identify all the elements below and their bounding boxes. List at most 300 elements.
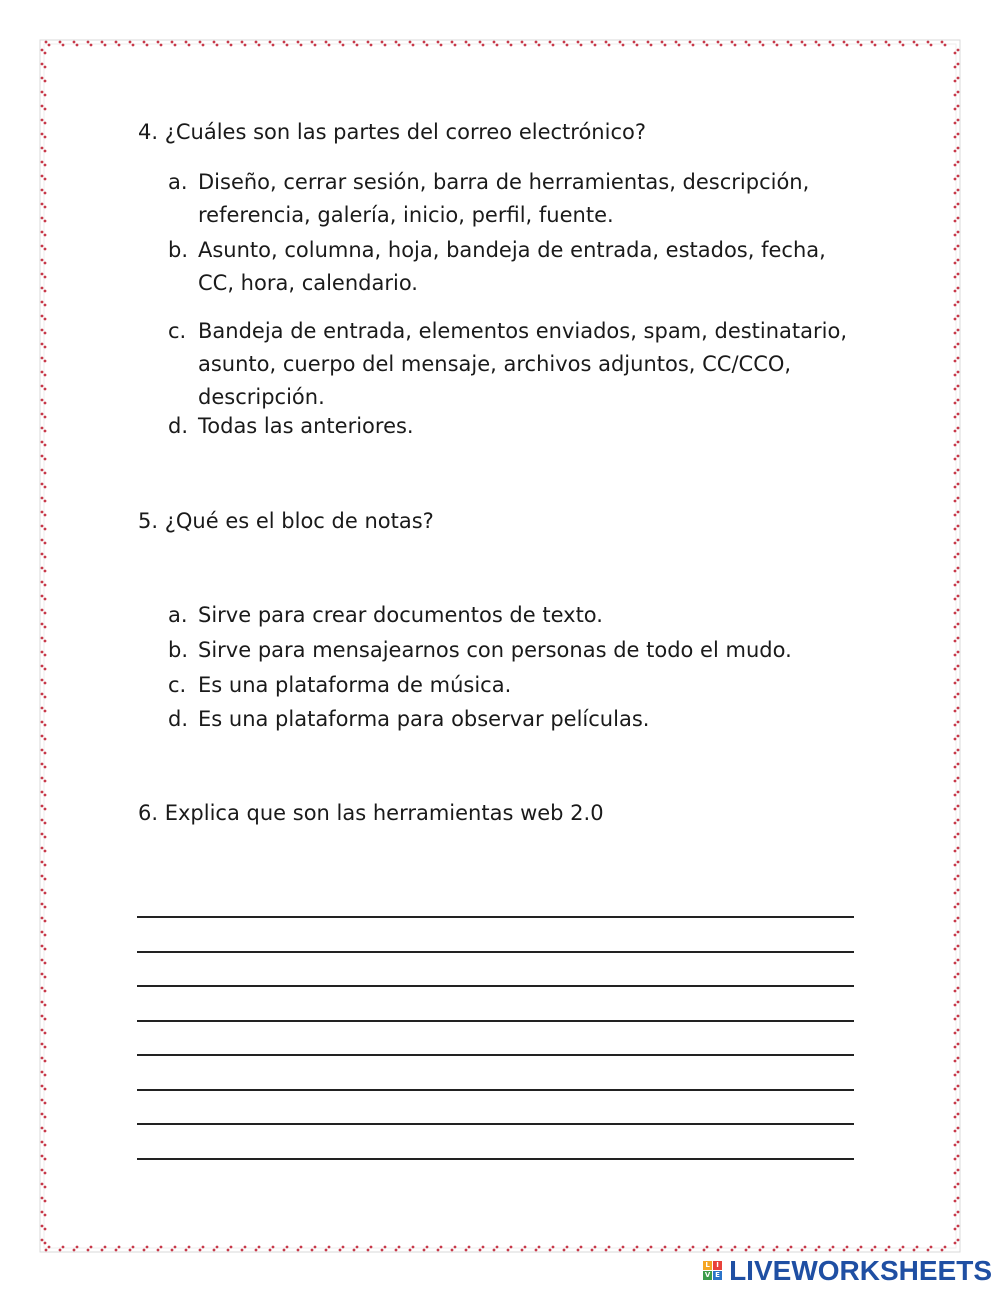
border-dot: [957, 595, 960, 598]
option-letter: d.: [168, 414, 189, 438]
question-5-option-d[interactable]: [168, 703, 858, 736]
question-4-option-a[interactable]: [168, 166, 858, 232]
question-4-option-d[interactable]: [168, 410, 858, 443]
border-dot: [44, 514, 47, 517]
border-dot: [535, 41, 538, 44]
border-dot: [745, 41, 748, 44]
border-dot: [44, 234, 47, 237]
border-dot: [957, 525, 960, 528]
border-dot: [437, 41, 440, 44]
border-dot: [647, 41, 650, 44]
border-dot: [957, 805, 960, 808]
border-dot: [717, 41, 720, 44]
border-dot: [41, 91, 44, 94]
option-letter: c.: [168, 319, 187, 343]
border-dot: [44, 990, 47, 993]
border-dot: [384, 44, 387, 47]
border-dot: [759, 1249, 762, 1252]
border-dot: [41, 399, 44, 402]
border-dot: [957, 903, 960, 906]
question-4-option-b[interactable]: [168, 234, 858, 300]
border-dot: [44, 584, 47, 587]
border-dot: [479, 41, 482, 44]
border-dot: [44, 892, 47, 895]
border-dot: [874, 44, 877, 47]
question-5-option-a[interactable]: [168, 599, 858, 632]
border-dot: [356, 1246, 359, 1249]
border-dot: [871, 1249, 874, 1252]
border-dot: [954, 360, 957, 363]
border-dot: [954, 598, 957, 601]
border-dot: [860, 1246, 863, 1249]
border-dot: [41, 791, 44, 794]
border-dot: [423, 41, 426, 44]
border-dot: [829, 41, 832, 44]
border-dot: [185, 1249, 188, 1252]
border-dot: [468, 44, 471, 47]
border-dot: [41, 665, 44, 668]
border-dot: [954, 304, 957, 307]
border-dot: [45, 1249, 48, 1252]
border-dot: [954, 542, 957, 545]
question-text: Explica que son las herramientas web 2.0: [164, 801, 604, 825]
answer-line[interactable]: [137, 1123, 854, 1125]
border-dot: [957, 735, 960, 738]
border-dot: [549, 1249, 552, 1252]
border-dot: [954, 374, 957, 377]
border-dot: [899, 1249, 902, 1252]
border-dot: [76, 44, 79, 47]
border-dot: [954, 444, 957, 447]
border-dot: [591, 41, 594, 44]
border-dot: [286, 44, 289, 47]
border-dot: [954, 178, 957, 181]
border-dot: [608, 1246, 611, 1249]
border-dot: [41, 273, 44, 276]
border-dot: [954, 528, 957, 531]
border-dot: [41, 63, 44, 66]
border-dot: [954, 1060, 957, 1063]
border-dot: [857, 1249, 860, 1252]
border-dot: [954, 150, 957, 153]
border-dot: [678, 44, 681, 47]
border-dot: [496, 1246, 499, 1249]
border-dot: [957, 889, 960, 892]
border-dot: [41, 609, 44, 612]
border-dot: [957, 539, 960, 542]
border-dot: [957, 959, 960, 962]
border-dot: [146, 1246, 149, 1249]
border-dot: [957, 343, 960, 346]
border-dot: [41, 315, 44, 318]
border-dot: [577, 1249, 580, 1252]
border-dot: [507, 41, 510, 44]
border-dot: [957, 357, 960, 360]
border-dot: [815, 1249, 818, 1252]
border-dot: [41, 231, 44, 234]
border-dot: [731, 41, 734, 44]
border-dot: [199, 1249, 202, 1252]
border-dot: [577, 41, 580, 44]
border-dot: [44, 290, 47, 293]
border-dot: [41, 119, 44, 122]
border-dot: [41, 301, 44, 304]
border-dot: [297, 1249, 300, 1252]
border-dot: [675, 41, 678, 44]
border-dot: [832, 1246, 835, 1249]
border-dot: [41, 1155, 44, 1158]
border-dot: [44, 486, 47, 489]
border-dot: [101, 41, 104, 44]
border-dot: [41, 539, 44, 542]
border-dot: [353, 41, 356, 44]
border-dot: [954, 332, 957, 335]
border-dot: [87, 1249, 90, 1252]
border-dot: [44, 1130, 47, 1133]
border-dot: [244, 44, 247, 47]
answer-line[interactable]: [137, 951, 854, 953]
border-dot: [957, 833, 960, 836]
border-dot: [957, 1071, 960, 1074]
border-dot: [41, 749, 44, 752]
border-dot: [41, 973, 44, 976]
border-dot: [957, 91, 960, 94]
border-dot: [957, 945, 960, 948]
border-dot: [605, 41, 608, 44]
border-dot: [41, 203, 44, 206]
answer-line[interactable]: [137, 1089, 854, 1091]
border-dot: [759, 41, 762, 44]
option-letter: d.: [168, 707, 189, 731]
border-dot: [957, 721, 960, 724]
border-dot: [44, 1074, 47, 1077]
border-dot: [41, 847, 44, 850]
border-dot: [957, 77, 960, 80]
border-dot: [370, 44, 373, 47]
border-dot: [41, 259, 44, 262]
border-dot: [244, 1246, 247, 1249]
answer-line[interactable]: [137, 1054, 854, 1056]
border-dot: [678, 1246, 681, 1249]
border-dot: [874, 1246, 877, 1249]
border-dot: [829, 1249, 832, 1252]
border-dot: [524, 44, 527, 47]
border-dot: [957, 651, 960, 654]
option-text: Es una plataforma para observar películas.: [198, 707, 650, 731]
border-dot: [202, 1246, 205, 1249]
border-dot: [41, 49, 44, 52]
border-dot: [104, 1246, 107, 1249]
border-dot: [954, 752, 957, 755]
border-dot: [44, 1004, 47, 1007]
border-dot: [957, 63, 960, 66]
border-dot: [41, 917, 44, 920]
border-dot: [188, 1246, 191, 1249]
border-dot: [762, 44, 765, 47]
border-dot: [44, 542, 47, 545]
border-dot: [297, 41, 300, 44]
border-dot: [633, 1249, 636, 1252]
border-dot: [787, 41, 790, 44]
border-dot: [954, 122, 957, 125]
border-dot: [41, 105, 44, 108]
border-dot: [41, 455, 44, 458]
question-number: 6.: [138, 801, 159, 825]
border-dot: [90, 44, 93, 47]
border-dot: [594, 44, 597, 47]
border-dot: [41, 147, 44, 150]
border-dot: [44, 500, 47, 503]
border-dot: [44, 332, 47, 335]
liveworksheets-brand: [703, 1254, 992, 1288]
border-dot: [957, 1169, 960, 1172]
border-dot: [957, 1057, 960, 1060]
border-dot: [507, 1249, 510, 1252]
border-dot: [916, 44, 919, 47]
border-dot: [41, 889, 44, 892]
border-dot: [44, 710, 47, 713]
border-dot: [888, 1246, 891, 1249]
border-dot: [954, 990, 957, 993]
border-dot: [227, 41, 230, 44]
border-dot: [954, 416, 957, 419]
question-5-option-b[interactable]: [168, 634, 858, 667]
border-dot: [957, 1029, 960, 1032]
border-dot: [957, 329, 960, 332]
border-dot: [957, 273, 960, 276]
border-dot: [954, 486, 957, 489]
border-dot: [465, 41, 468, 44]
border-dot: [521, 41, 524, 44]
border-dot: [41, 1141, 44, 1144]
border-dot: [44, 52, 47, 55]
border-dot: [41, 287, 44, 290]
border-dot: [957, 427, 960, 430]
border-dot: [44, 416, 47, 419]
border-dot: [927, 41, 930, 44]
border-dot: [608, 44, 611, 47]
border-dot: [44, 724, 47, 727]
border-dot: [538, 44, 541, 47]
border-dot: [944, 1246, 947, 1249]
border-dot: [957, 819, 960, 822]
border-dot: [957, 469, 960, 472]
answer-line[interactable]: [137, 1020, 854, 1022]
border-dot: [857, 41, 860, 44]
border-dot: [41, 497, 44, 500]
border-dot: [689, 1249, 692, 1252]
border-dot: [957, 763, 960, 766]
border-dot: [174, 44, 177, 47]
border-dot: [954, 1200, 957, 1203]
border-dot: [703, 41, 706, 44]
border-dot: [41, 1225, 44, 1228]
border-dot: [44, 822, 47, 825]
border-dot: [954, 80, 957, 83]
border-dot: [790, 1246, 793, 1249]
border-dot: [954, 570, 957, 573]
question-5-option-c[interactable]: [168, 669, 858, 702]
border-dot: [367, 41, 370, 44]
option-text: Todas las anteriores.: [198, 414, 414, 438]
border-dot: [957, 385, 960, 388]
border-dot: [44, 598, 47, 601]
border-dot: [957, 483, 960, 486]
option-text: Sirve para crear documentos de texto.: [198, 603, 603, 627]
border-dot: [437, 1249, 440, 1252]
border-dot: [916, 1246, 919, 1249]
border-dot: [957, 217, 960, 220]
border-dot: [954, 864, 957, 867]
border-dot: [44, 1200, 47, 1203]
border-dot: [44, 654, 47, 657]
border-dot: [563, 1249, 566, 1252]
border-dot: [258, 44, 261, 47]
border-dot: [384, 1246, 387, 1249]
border-dot: [957, 1085, 960, 1088]
border-dot: [216, 44, 219, 47]
border-dot: [44, 1046, 47, 1049]
border-dot: [44, 794, 47, 797]
border-dot: [692, 1246, 695, 1249]
border-dot: [954, 136, 957, 139]
border-dot: [283, 1249, 286, 1252]
border-dot: [353, 1249, 356, 1252]
border-dot: [41, 567, 44, 570]
border-dot: [957, 301, 960, 304]
border-dot: [954, 780, 957, 783]
border-dot: [41, 189, 44, 192]
answer-line[interactable]: [137, 985, 854, 987]
border-dot: [115, 41, 118, 44]
border-dot: [957, 189, 960, 192]
border-dot: [954, 976, 957, 979]
border-dot: [957, 791, 960, 794]
border-dot: [913, 1249, 916, 1252]
border-dot: [174, 1246, 177, 1249]
border-dot: [954, 654, 957, 657]
border-dot: [954, 1144, 957, 1147]
logo-letter-cell: I: [713, 1261, 722, 1270]
answer-line[interactable]: [137, 916, 854, 918]
border-dot: [41, 1029, 44, 1032]
question-4-option-c[interactable]: [168, 315, 858, 414]
border-dot: [818, 44, 821, 47]
border-dot: [44, 1032, 47, 1035]
border-dot: [44, 878, 47, 881]
border-dot: [957, 245, 960, 248]
border-dot: [101, 1249, 104, 1252]
border-dot: [41, 1015, 44, 1018]
border-dot: [76, 1246, 79, 1249]
border-dot: [269, 41, 272, 44]
border-dot: [954, 738, 957, 741]
border-dot: [954, 1088, 957, 1091]
border-dot: [171, 1249, 174, 1252]
border-dot: [957, 371, 960, 374]
border-dot: [675, 1249, 678, 1252]
border-dot: [957, 1043, 960, 1046]
option-text: Sirve para mensajearnos con personas de todo el mudo.: [198, 638, 792, 662]
border-dot: [59, 41, 62, 44]
border-dot: [45, 41, 48, 44]
border-dot: [941, 41, 944, 44]
border-dot: [957, 231, 960, 234]
border-dot: [902, 44, 905, 47]
border-dot: [325, 41, 328, 44]
border-dot: [954, 1074, 957, 1077]
border-dot: [957, 931, 960, 934]
logo-letter-cell: V: [704, 1271, 711, 1279]
border-dot: [748, 1246, 751, 1249]
border-dot: [115, 1249, 118, 1252]
border-dot: [954, 94, 957, 97]
border-dot: [954, 514, 957, 517]
border-dot: [44, 1144, 47, 1147]
border-dot: [538, 1246, 541, 1249]
border-dot: [957, 1127, 960, 1130]
border-dot: [957, 749, 960, 752]
border-dot: [954, 1228, 957, 1231]
option-letter: c.: [168, 673, 187, 697]
border-dot: [41, 553, 44, 556]
border-dot: [314, 44, 317, 47]
border-dot: [954, 430, 957, 433]
border-dot: [44, 752, 47, 755]
border-dot: [706, 44, 709, 47]
question-number: 5.: [138, 509, 159, 533]
border-dot: [146, 44, 149, 47]
border-dot: [650, 44, 653, 47]
border-dot: [423, 1249, 426, 1252]
border-dot: [957, 441, 960, 444]
border-dot: [44, 136, 47, 139]
border-dot: [636, 1246, 639, 1249]
border-dot: [44, 570, 47, 573]
border-dot: [954, 206, 957, 209]
border-dot: [41, 805, 44, 808]
border-dot: [954, 724, 957, 727]
border-dot: [41, 133, 44, 136]
border-dot: [440, 1246, 443, 1249]
border-dot: [41, 511, 44, 514]
answer-line[interactable]: [137, 1158, 854, 1160]
border-dot: [804, 44, 807, 47]
border-dot: [957, 847, 960, 850]
border-dot: [41, 1113, 44, 1116]
border-dot: [48, 44, 51, 47]
border-dot: [954, 1242, 957, 1245]
border-dot: [465, 1249, 468, 1252]
border-dot: [954, 402, 957, 405]
border-dot: [272, 44, 275, 47]
border-dot: [339, 41, 342, 44]
border-dot: [801, 1249, 804, 1252]
border-dot: [216, 1246, 219, 1249]
border-dot: [664, 1246, 667, 1249]
border-dot: [773, 41, 776, 44]
border-dot: [44, 976, 47, 979]
border-dot: [241, 1249, 244, 1252]
border-dot: [954, 682, 957, 685]
border-dot: [510, 44, 513, 47]
border-dot: [496, 44, 499, 47]
border-dot: [804, 1246, 807, 1249]
border-dot: [954, 248, 957, 251]
border-dot: [41, 1169, 44, 1172]
border-dot: [622, 1246, 625, 1249]
border-dot: [367, 1249, 370, 1252]
